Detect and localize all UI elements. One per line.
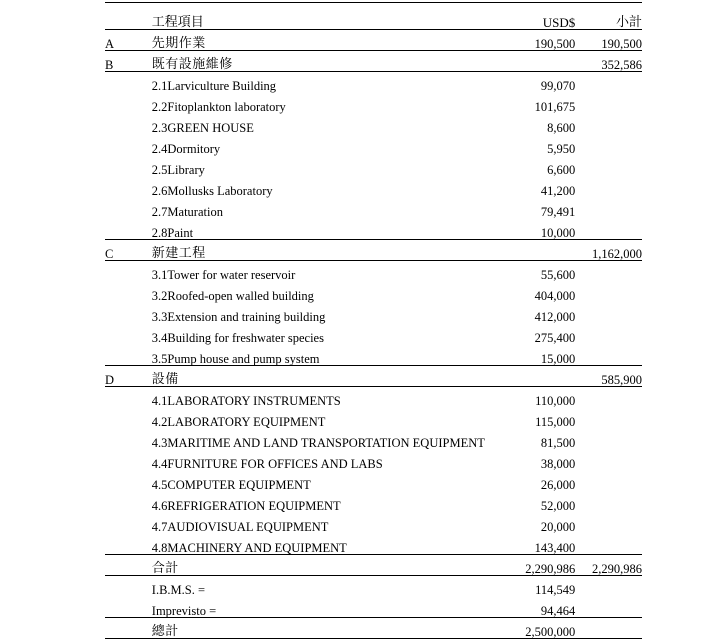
row-name-cell: 2.5Library bbox=[151, 163, 205, 177]
row-usd-cell bbox=[485, 366, 575, 387]
row-usd-cell: 6,600 bbox=[547, 163, 576, 177]
row-subtotal-cell bbox=[575, 345, 642, 366]
row-code-cell bbox=[105, 471, 152, 492]
item-row bbox=[105, 198, 642, 219]
row-usd-cell: 52,000 bbox=[540, 499, 576, 513]
row-name-cell: 3.4Building for freshwater species bbox=[151, 331, 324, 345]
row-code-cell bbox=[105, 156, 152, 177]
row-usd-cell: 81,500 bbox=[540, 436, 576, 450]
row-subtotal-cell bbox=[575, 93, 642, 114]
row-name-cell: 3.2Roofed-open walled building bbox=[151, 289, 314, 303]
row-code-cell: A bbox=[105, 30, 152, 51]
row-name-cell: 總計 bbox=[152, 618, 485, 639]
row-subtotal-cell bbox=[575, 450, 642, 471]
row-name-cell: 2.3GREEN HOUSE bbox=[151, 121, 254, 135]
row-code-cell bbox=[105, 324, 152, 345]
row-code-cell bbox=[105, 597, 152, 618]
row-usd-cell: 26,000 bbox=[540, 478, 576, 492]
row-usd-cell: 10,000 bbox=[485, 219, 575, 240]
row-subtotal-cell bbox=[575, 492, 642, 513]
row-usd-cell: 41,200 bbox=[540, 184, 576, 198]
row-name-cell: 4.3MARITIME AND LAND TRANSPORTATION EQUIPMENT bbox=[151, 436, 485, 450]
row-subtotal-cell: 2,290,986 bbox=[575, 555, 642, 576]
row-name-cell: 3.3Extension and training building bbox=[151, 310, 326, 324]
row-usd-cell: 38,000 bbox=[540, 457, 576, 471]
section-row bbox=[105, 366, 642, 387]
row-subtotal-cell bbox=[575, 387, 642, 408]
row-usd-cell: 412,000 bbox=[534, 310, 576, 324]
row-code-cell bbox=[105, 576, 152, 597]
row-name-cell: 4.8MACHINERY AND EQUIPMENT bbox=[152, 534, 485, 555]
item-row bbox=[105, 513, 642, 534]
header-code-cell bbox=[105, 3, 152, 30]
row-code-cell bbox=[105, 219, 152, 240]
row-usd-cell: 79,491 bbox=[540, 205, 576, 219]
row-usd-cell: 99,070 bbox=[540, 79, 576, 93]
grand-total-row bbox=[105, 618, 642, 639]
row-usd-cell bbox=[485, 51, 575, 72]
row-subtotal-cell: 1,162,000 bbox=[575, 240, 642, 261]
row-subtotal-cell: 190,500 bbox=[575, 30, 642, 51]
row-name-cell: 4.2LABORATORY EQUIPMENT bbox=[151, 415, 326, 429]
row-name-cell: 4.7AUDIOVISUAL EQUIPMENT bbox=[151, 520, 329, 534]
item-row bbox=[105, 534, 642, 555]
row-usd-cell: 143,400 bbox=[485, 534, 575, 555]
item-row bbox=[105, 177, 642, 198]
row-usd-cell: 8,600 bbox=[547, 121, 576, 135]
row-code-cell: C bbox=[105, 240, 152, 261]
row-usd-cell: 94,464 bbox=[485, 597, 575, 618]
row-subtotal-cell bbox=[575, 534, 642, 555]
item-row bbox=[105, 471, 642, 492]
row-usd-cell: 2,290,986 bbox=[485, 555, 575, 576]
table-header-row bbox=[105, 3, 642, 30]
header-name-cell: 工程項目 bbox=[152, 3, 485, 30]
item-row bbox=[105, 345, 642, 366]
item-row bbox=[105, 492, 642, 513]
row-usd-cell: 20,000 bbox=[540, 520, 576, 534]
row-name-cell: 4.6REFRIGERATION EQUIPMENT bbox=[151, 499, 341, 513]
row-code-cell bbox=[105, 513, 152, 534]
row-usd-cell: 101,675 bbox=[534, 100, 576, 114]
item-row bbox=[105, 450, 642, 471]
row-code-cell bbox=[105, 303, 152, 324]
item-row bbox=[105, 219, 642, 240]
row-subtotal-cell bbox=[575, 114, 642, 135]
row-code-cell bbox=[105, 429, 152, 450]
item-row bbox=[105, 387, 642, 408]
item-row bbox=[105, 261, 642, 282]
row-usd-cell: 55,600 bbox=[540, 268, 576, 282]
row-usd-cell: 5,950 bbox=[547, 142, 576, 156]
row-name-cell: 設備 bbox=[152, 366, 485, 387]
row-name-cell: 2.8Paint bbox=[152, 219, 485, 240]
row-name-cell: 新建工程 bbox=[152, 240, 485, 261]
addendum-row bbox=[105, 576, 642, 597]
row-subtotal-cell bbox=[575, 72, 642, 93]
item-row bbox=[105, 156, 642, 177]
row-subtotal-cell bbox=[575, 177, 642, 198]
row-subtotal-cell bbox=[575, 513, 642, 534]
row-name-cell: 合計 bbox=[152, 555, 485, 576]
row-name-cell: 既有設施維修 bbox=[152, 51, 485, 72]
row-code-cell bbox=[105, 72, 152, 93]
row-name-cell: 4.4FURNITURE FOR OFFICES AND LABS bbox=[151, 457, 383, 471]
row-name-cell: 2.6Mollusks Laboratory bbox=[151, 184, 273, 198]
row-subtotal-cell bbox=[575, 198, 642, 219]
row-subtotal-cell bbox=[575, 429, 642, 450]
item-row bbox=[105, 72, 642, 93]
row-usd-cell: 110,000 bbox=[535, 394, 576, 408]
item-row bbox=[105, 93, 642, 114]
row-code-cell bbox=[105, 177, 152, 198]
budget-table bbox=[105, 2, 642, 639]
row-name-cell: 2.7Maturation bbox=[151, 205, 223, 219]
row-code-cell: B bbox=[105, 51, 152, 72]
item-row bbox=[105, 324, 642, 345]
item-row bbox=[105, 135, 642, 156]
row-subtotal-cell bbox=[575, 471, 642, 492]
row-subtotal-cell bbox=[575, 324, 642, 345]
row-subtotal-cell bbox=[575, 261, 642, 282]
row-subtotal-cell bbox=[575, 408, 642, 429]
row-subtotal-cell bbox=[575, 135, 642, 156]
row-code-cell bbox=[105, 261, 152, 282]
item-row bbox=[105, 303, 642, 324]
row-subtotal-cell bbox=[575, 219, 642, 240]
row-code-cell bbox=[105, 282, 152, 303]
row-code-cell bbox=[105, 345, 152, 366]
section-row bbox=[105, 30, 642, 51]
row-name-cell: 4.1LABORATORY INSTRUMENTS bbox=[151, 394, 341, 408]
row-subtotal-cell bbox=[575, 282, 642, 303]
row-name-cell: 2.4Dormitory bbox=[151, 142, 221, 156]
row-code-cell bbox=[105, 387, 152, 408]
row-name-cell: 3.1Tower for water reservoir bbox=[151, 268, 296, 282]
section-row bbox=[105, 240, 642, 261]
item-row bbox=[105, 114, 642, 135]
addendum-row bbox=[105, 597, 642, 618]
row-name-cell: 3.5Pump house and pump system bbox=[152, 345, 485, 366]
row-usd-cell: 15,000 bbox=[485, 345, 575, 366]
row-name-cell: Imprevisto = bbox=[152, 597, 485, 618]
row-code-cell bbox=[105, 198, 152, 219]
row-code-cell: D bbox=[105, 366, 152, 387]
section-row bbox=[105, 51, 642, 72]
budget-table-body bbox=[105, 3, 642, 639]
row-subtotal-cell bbox=[575, 303, 642, 324]
row-name-cell: I.B.M.S. = bbox=[151, 583, 206, 597]
row-name-cell: 4.5COMPUTER EQUIPMENT bbox=[151, 478, 311, 492]
row-code-cell bbox=[105, 492, 152, 513]
row-subtotal-cell bbox=[575, 618, 642, 639]
row-code-cell bbox=[105, 135, 152, 156]
row-usd-cell: 114,549 bbox=[535, 583, 576, 597]
row-code-cell bbox=[105, 534, 152, 555]
row-code-cell bbox=[105, 618, 152, 639]
total-row bbox=[105, 555, 642, 576]
row-usd-cell: 275,400 bbox=[534, 331, 576, 345]
row-name-cell: 先期作業 bbox=[152, 30, 485, 51]
row-subtotal-cell bbox=[575, 576, 642, 597]
row-usd-cell: 115,000 bbox=[535, 415, 576, 429]
row-subtotal-cell: 352,586 bbox=[575, 51, 642, 72]
row-subtotal-cell: 585,900 bbox=[575, 366, 642, 387]
row-name-cell: 2.1Larviculture Building bbox=[151, 79, 277, 93]
row-code-cell bbox=[105, 93, 152, 114]
row-name-cell: 2.2Fitoplankton laboratory bbox=[151, 100, 286, 114]
header-usd-cell: USD$ bbox=[485, 3, 575, 30]
row-code-cell bbox=[105, 114, 152, 135]
item-row bbox=[105, 408, 642, 429]
row-code-cell bbox=[105, 555, 152, 576]
header-subtotal-cell: 小計 bbox=[575, 3, 642, 30]
row-usd-cell: 404,000 bbox=[534, 289, 576, 303]
row-subtotal-cell bbox=[575, 156, 642, 177]
row-code-cell bbox=[105, 408, 152, 429]
row-subtotal-cell bbox=[575, 597, 642, 618]
item-row bbox=[105, 282, 642, 303]
item-row bbox=[105, 429, 642, 450]
row-code-cell bbox=[105, 450, 152, 471]
row-usd-cell: 190,500 bbox=[485, 30, 575, 51]
row-usd-cell: 2,500,000 bbox=[485, 618, 575, 639]
row-usd-cell bbox=[485, 240, 575, 261]
